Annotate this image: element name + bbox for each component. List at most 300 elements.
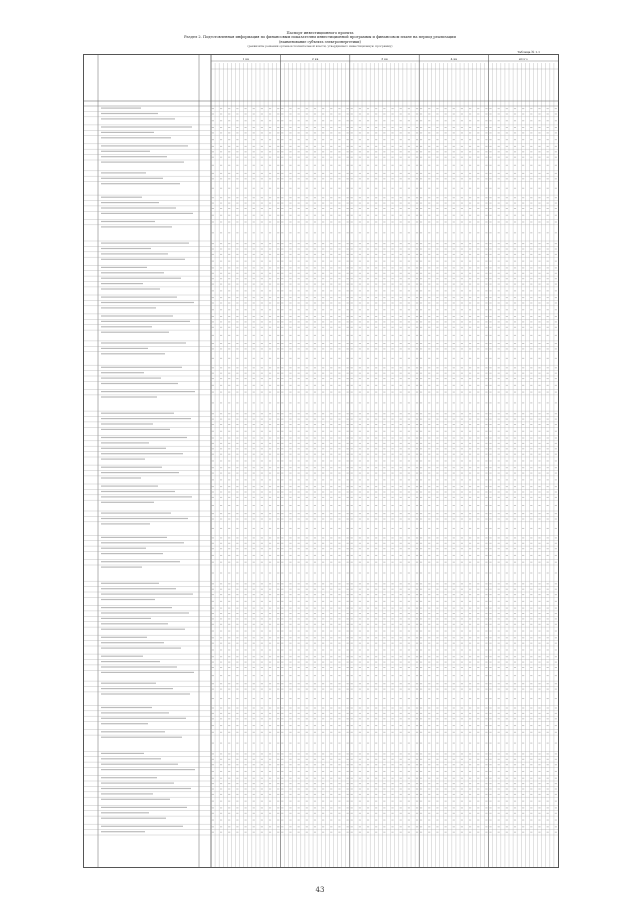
cell-value <box>506 309 508 310</box>
cell-value <box>453 392 455 393</box>
cell-value <box>261 243 263 244</box>
cell-value <box>269 807 271 808</box>
cell-value <box>298 743 300 744</box>
cell-value <box>514 151 516 152</box>
cell-value <box>269 151 271 152</box>
cell-value <box>375 583 377 584</box>
cell-value <box>306 759 308 760</box>
cell-value <box>236 222 238 223</box>
cell-value <box>514 759 516 760</box>
cell-value <box>359 573 361 574</box>
cell-value <box>322 127 324 128</box>
cell-value <box>489 473 491 474</box>
cell-value <box>555 505 557 506</box>
cell-value <box>253 243 255 244</box>
cell-value <box>236 608 238 609</box>
cell-value <box>416 208 418 209</box>
row-name-text <box>101 637 147 638</box>
cell-value <box>514 120 516 121</box>
cell-value <box>244 424 246 425</box>
cell-value <box>547 662 549 663</box>
cell-value <box>436 543 438 544</box>
cell-value <box>420 215 422 216</box>
cell-value <box>408 348 410 349</box>
cell-value <box>453 232 455 233</box>
cell-value <box>289 188 291 189</box>
cell-value <box>253 601 255 602</box>
cell-value <box>383 173 385 174</box>
cell-value <box>547 419 549 420</box>
cell-value <box>298 505 300 506</box>
cell-value <box>359 537 361 538</box>
cell-value <box>330 392 332 393</box>
cell-value <box>338 486 340 487</box>
cell-value <box>298 667 300 668</box>
cell-value <box>416 683 418 684</box>
cell-value <box>330 543 332 544</box>
cell-value <box>269 284 271 285</box>
cell-value <box>408 127 410 128</box>
cell-value <box>400 473 402 474</box>
cell-value <box>444 402 446 403</box>
cell-value <box>461 618 463 619</box>
cell-value <box>428 127 430 128</box>
cell-value <box>261 732 263 733</box>
cell-value <box>281 120 283 121</box>
cell-value <box>428 335 430 336</box>
cell-value <box>314 725 316 726</box>
cell-value <box>416 513 418 514</box>
cell-value <box>391 273 393 274</box>
cell-value <box>400 120 402 121</box>
cell-value <box>514 303 516 304</box>
cell-value <box>322 261 324 262</box>
cell-value <box>538 146 540 147</box>
cell-value <box>489 562 491 563</box>
cell-value <box>338 479 340 480</box>
cell-value <box>281 528 283 529</box>
cell-value <box>359 373 361 374</box>
cell-value <box>228 601 230 602</box>
cell-value <box>351 618 353 619</box>
cell-value <box>547 771 549 772</box>
cell-value <box>485 589 487 590</box>
cell-value <box>391 173 393 174</box>
cell-value <box>436 589 438 590</box>
cell-value <box>351 479 353 480</box>
row-name-text <box>101 442 149 443</box>
cell-value <box>253 358 255 359</box>
cell-value <box>477 573 479 574</box>
cell-value <box>347 188 349 189</box>
cell-value <box>306 178 308 179</box>
cell-value <box>330 321 332 322</box>
cell-value <box>485 413 487 414</box>
cell-value <box>306 284 308 285</box>
cell-value <box>538 327 540 328</box>
cell-value <box>375 594 377 595</box>
cell-value <box>244 789 246 790</box>
cell-value <box>485 725 487 726</box>
cell-value <box>444 460 446 461</box>
cell-value <box>322 618 324 619</box>
cell-value <box>277 378 279 379</box>
cell-value <box>347 649 349 650</box>
cell-value <box>498 290 500 291</box>
cell-value <box>351 689 353 690</box>
cell-value <box>444 725 446 726</box>
cell-value <box>436 548 438 549</box>
cell-value <box>444 297 446 298</box>
cell-value <box>477 358 479 359</box>
cell-value <box>277 473 279 474</box>
cell-value <box>359 127 361 128</box>
cell-value <box>522 562 524 563</box>
cell-value <box>514 378 516 379</box>
cell-value <box>261 601 263 602</box>
cell-value <box>461 594 463 595</box>
cell-value <box>244 254 246 255</box>
cell-value <box>269 743 271 744</box>
cell-value <box>212 764 214 765</box>
cell-value <box>261 807 263 808</box>
cell-value <box>538 297 540 298</box>
cell-value <box>547 486 549 487</box>
cell-value <box>498 589 500 590</box>
cell-value <box>277 243 279 244</box>
cell-value <box>322 764 324 765</box>
cell-value <box>383 413 385 414</box>
cell-value <box>485 753 487 754</box>
cell-value <box>436 683 438 684</box>
cell-value <box>212 284 214 285</box>
cell-value <box>428 165 430 166</box>
cell-value <box>347 316 349 317</box>
cell-value <box>367 713 369 714</box>
cell-value <box>244 497 246 498</box>
cell-value <box>330 197 332 198</box>
cell-value <box>212 783 214 784</box>
cell-value <box>530 667 532 668</box>
cell-value <box>514 460 516 461</box>
cell-value <box>347 197 349 198</box>
cell-value <box>298 649 300 650</box>
cell-value <box>522 519 524 520</box>
cell-value <box>514 327 516 328</box>
cell-value <box>477 419 479 420</box>
cell-value <box>514 675 516 676</box>
cell-value <box>228 321 230 322</box>
cell-value <box>367 732 369 733</box>
cell-value <box>289 492 291 493</box>
cell-value <box>347 120 349 121</box>
cell-value <box>330 413 332 414</box>
row-name-text <box>101 477 141 478</box>
cell-value <box>416 157 418 158</box>
cell-value <box>228 473 230 474</box>
cell-value <box>530 460 532 461</box>
cell-value <box>306 321 308 322</box>
cell-value <box>444 385 446 386</box>
cell-value <box>461 562 463 563</box>
cell-value <box>555 454 557 455</box>
cell-value <box>530 497 532 498</box>
cell-value <box>489 278 491 279</box>
cell-value <box>261 367 263 368</box>
row-name-text <box>101 278 181 279</box>
cell-value <box>220 448 222 449</box>
cell-value <box>228 165 230 166</box>
cell-value <box>236 139 238 140</box>
cell-value <box>375 443 377 444</box>
cell-value <box>416 492 418 493</box>
cell-value <box>359 753 361 754</box>
cell-value <box>477 743 479 744</box>
cell-value <box>555 732 557 733</box>
cell-value <box>228 573 230 574</box>
row-name-text <box>101 372 144 373</box>
cell-value <box>314 321 316 322</box>
cell-value <box>498 243 500 244</box>
cell-value <box>514 132 516 133</box>
cell-value <box>212 708 214 709</box>
cell-value <box>514 343 516 344</box>
cell-value <box>244 327 246 328</box>
cell-value <box>306 764 308 765</box>
cell-value <box>228 492 230 493</box>
cell-value <box>436 519 438 520</box>
cell-value <box>489 486 491 487</box>
cell-value <box>351 505 353 506</box>
cell-value <box>277 513 279 514</box>
cell-value <box>469 127 471 128</box>
cell-value <box>391 454 393 455</box>
cell-value <box>408 594 410 595</box>
cell-value <box>477 157 479 158</box>
cell-value <box>408 358 410 359</box>
cell-value <box>391 335 393 336</box>
cell-value <box>347 794 349 795</box>
cell-value <box>281 555 283 556</box>
cell-value <box>351 583 353 584</box>
cell-value <box>498 473 500 474</box>
cell-value <box>298 656 300 657</box>
cell-value <box>228 505 230 506</box>
cell-value <box>453 173 455 174</box>
cell-value <box>269 309 271 310</box>
cell-value <box>220 309 222 310</box>
cell-value <box>453 753 455 754</box>
cell-value <box>228 743 230 744</box>
cell-value <box>469 139 471 140</box>
cell-value <box>514 467 516 468</box>
cell-value <box>461 127 463 128</box>
cell-value <box>212 327 214 328</box>
cell-value <box>498 613 500 614</box>
cell-value <box>314 385 316 386</box>
cell-value <box>391 807 393 808</box>
cell-value <box>306 438 308 439</box>
cell-value <box>514 662 516 663</box>
cell-value <box>489 321 491 322</box>
cell-value <box>506 753 508 754</box>
cell-value <box>212 537 214 538</box>
cell-value <box>375 424 377 425</box>
cell-value <box>391 624 393 625</box>
cell-value <box>538 573 540 574</box>
cell-value <box>485 303 487 304</box>
cell-value <box>383 548 385 549</box>
cell-value <box>416 335 418 336</box>
cell-value <box>244 392 246 393</box>
cell-value <box>453 108 455 109</box>
cell-value <box>367 594 369 595</box>
cell-value <box>281 708 283 709</box>
cell-value <box>236 807 238 808</box>
cell-value <box>436 139 438 140</box>
cell-value <box>220 505 222 506</box>
cell-value <box>306 431 308 432</box>
cell-value <box>444 197 446 198</box>
cell-value <box>400 519 402 520</box>
cell-value <box>261 718 263 719</box>
row-name-text <box>101 207 176 208</box>
cell-value <box>400 303 402 304</box>
cell-value <box>514 637 516 638</box>
cell-value <box>261 316 263 317</box>
cell-value <box>261 273 263 274</box>
cell-value <box>498 537 500 538</box>
cell-value <box>489 232 491 233</box>
cell-value <box>212 385 214 386</box>
cell-value <box>469 783 471 784</box>
cell-value <box>347 555 349 556</box>
cell-value <box>408 589 410 590</box>
cell-value <box>253 789 255 790</box>
cell-value <box>220 492 222 493</box>
cell-value <box>383 243 385 244</box>
cell-value <box>538 555 540 556</box>
cell-value <box>375 402 377 403</box>
cell-value <box>322 675 324 676</box>
cell-value <box>498 555 500 556</box>
cell-value <box>367 173 369 174</box>
cell-value <box>306 675 308 676</box>
cell-value <box>220 594 222 595</box>
row-name-text <box>101 588 176 589</box>
cell-value <box>408 261 410 262</box>
cell-value <box>400 139 402 140</box>
cell-value <box>530 473 532 474</box>
cell-value <box>498 438 500 439</box>
cell-value <box>420 689 422 690</box>
cell-value <box>530 505 532 506</box>
cell-value <box>281 448 283 449</box>
cell-value <box>436 443 438 444</box>
cell-value <box>428 448 430 449</box>
cell-value <box>359 413 361 414</box>
cell-value <box>555 146 557 147</box>
cell-value <box>514 178 516 179</box>
cell-value <box>453 675 455 676</box>
cell-value <box>400 743 402 744</box>
cell-value <box>338 178 340 179</box>
cell-value <box>244 649 246 650</box>
cell-value <box>289 583 291 584</box>
cell-value <box>428 254 430 255</box>
cell-value <box>498 718 500 719</box>
cell-value <box>485 643 487 644</box>
cell-value <box>416 725 418 726</box>
cell-value <box>444 303 446 304</box>
cell-value <box>347 309 349 310</box>
cell-value <box>547 725 549 726</box>
cell-value <box>289 367 291 368</box>
cell-value <box>281 402 283 403</box>
cell-value <box>383 367 385 368</box>
cell-value <box>347 448 349 449</box>
cell-value <box>420 261 422 262</box>
cell-value <box>514 146 516 147</box>
cell-value <box>477 683 479 684</box>
cell-value <box>269 548 271 549</box>
cell-value <box>289 794 291 795</box>
cell-value <box>383 683 385 684</box>
cell-value <box>236 249 238 250</box>
cell-value <box>469 589 471 590</box>
cell-value <box>322 243 324 244</box>
cell-value <box>506 573 508 574</box>
cell-value <box>212 273 214 274</box>
cell-value <box>461 146 463 147</box>
cell-value <box>514 492 516 493</box>
row-name-text <box>101 594 193 595</box>
cell-value <box>277 631 279 632</box>
cell-value <box>351 492 353 493</box>
cell-value <box>322 385 324 386</box>
cell-value <box>244 348 246 349</box>
cell-value <box>514 373 516 374</box>
cell-value <box>261 589 263 590</box>
cell-value <box>428 178 430 179</box>
cell-value <box>330 157 332 158</box>
cell-value <box>269 698 271 699</box>
cell-value <box>375 807 377 808</box>
cell-value <box>514 743 516 744</box>
cell-value <box>498 222 500 223</box>
cell-value <box>420 479 422 480</box>
cell-value <box>289 667 291 668</box>
cell-value <box>514 778 516 779</box>
cell-value <box>244 431 246 432</box>
cell-value <box>453 139 455 140</box>
cell-value <box>314 278 316 279</box>
cell-value <box>289 222 291 223</box>
cell-value <box>359 424 361 425</box>
cell-value <box>244 297 246 298</box>
cell-value <box>506 537 508 538</box>
cell-value <box>391 222 393 223</box>
cell-value <box>314 618 316 619</box>
cell-value <box>359 367 361 368</box>
cell-value <box>212 173 214 174</box>
cell-value <box>347 656 349 657</box>
row-name-text <box>101 599 155 600</box>
cell-value <box>298 108 300 109</box>
cell-value <box>383 188 385 189</box>
cell-value <box>281 108 283 109</box>
cell-value <box>391 309 393 310</box>
